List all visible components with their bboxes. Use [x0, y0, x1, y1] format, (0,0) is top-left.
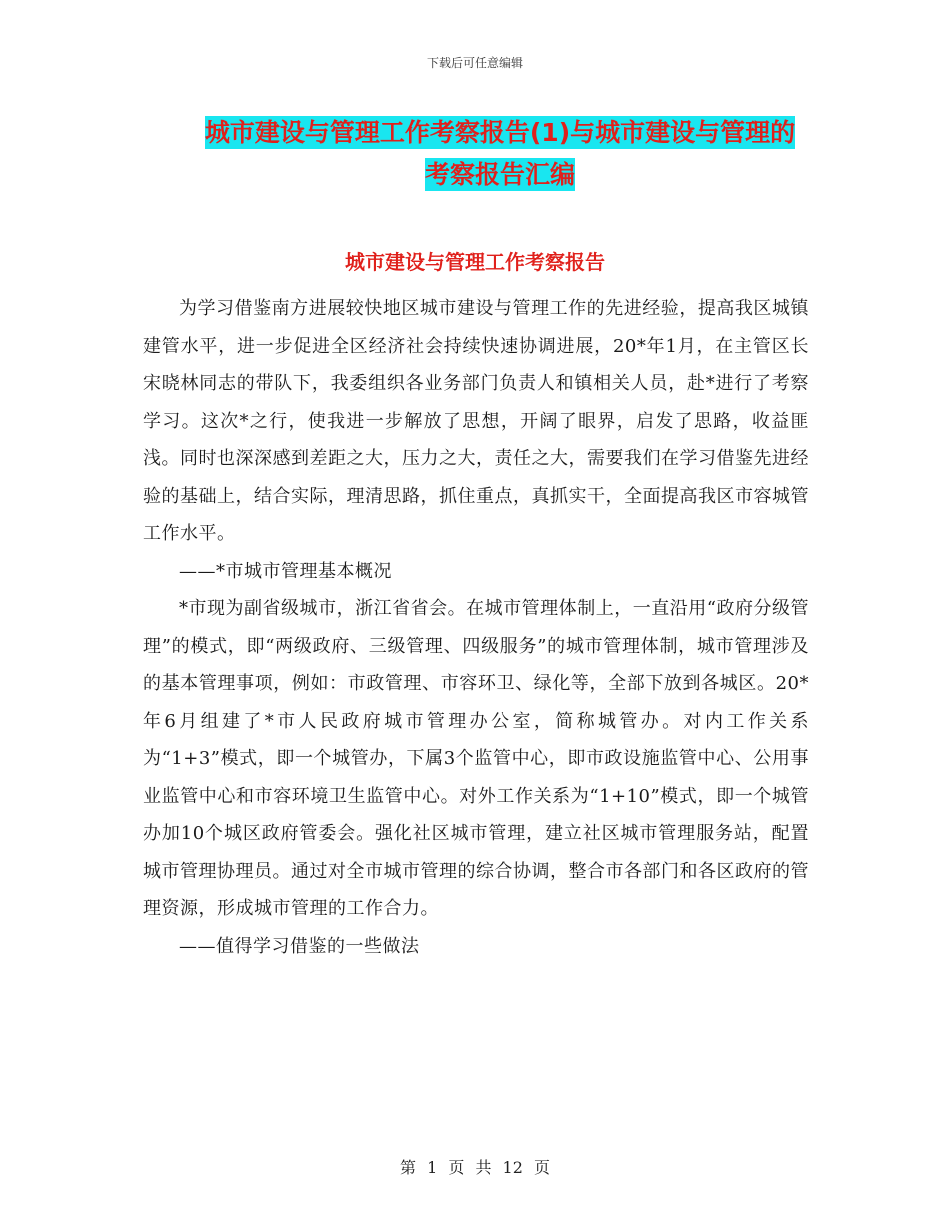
paragraph-heading-practices: ——值得学习借鉴的一些做法 [179, 935, 420, 957]
body-text [143, 290, 809, 965]
header-note: 下载后可任意编辑 [426, 56, 523, 70]
paragraph-heading-overview: ——*市城市管理基本概况 [179, 560, 392, 582]
paragraph-overview: *市现为副省级城市，浙江省省会。在城市管理体制上，一直沿用“政府分级管理”的模式，即“两级政府、三级管理、四级服务”的城市管理体制，城市管理涉及的基本管理事项，例如：市政管理、市容环卫、绿化等，全部下放到各城区。20*年6月组建了*市人民政府城市管理办公室，简称城管办。对内工作关系为“1+3”模式，即一个城管办，下属3个监管中心，即市政设施监管中心、公用事业监管中心和市容环境卫生监管中心。对外工作关系为“1+10”模式，即一个城管办加10个城区政府管委会。强化社区城市管理，建立社区城市管理服务站，配置城市管理协理员。通过对全市城市管理的综合协调，整合市各部门和各区政府的管理资源，形成城市管理的工作合力。 [143, 598, 809, 919]
section-title: 城市建设与管理工作考察报告 [345, 250, 605, 274]
title-line-1: 城市建设与管理工作考察报告(1)与城市建设与管理的 [204, 118, 796, 147]
page-footer: 第 1 页 共 12 页 [400, 1158, 550, 1177]
paragraph-intro: 为学习借鉴南方进展较快地区城市建设与管理工作的先进经验，提高我区城镇建管水平，进一步促进全区经济社会持续快速协调进展，20*年1月，在主管区长宋晓林同志的带队下，我委组织各业务部门负责人和镇相关人员，赴*进行了考察学习。这次*之行，使我进一步解放了思想，开阔了眼界，启发了思路，收益匪浅。同时也深深感到差距之大，压力之大，责任之大，需要我们在学习借鉴先进经验的基础上，结合实际，理清思路，抓住重点，真抓实干，全面提高我区市容城管工作水平。 [143, 298, 809, 544]
title-line-2: 考察报告汇编 [424, 160, 575, 189]
document-title [150, 112, 850, 196]
